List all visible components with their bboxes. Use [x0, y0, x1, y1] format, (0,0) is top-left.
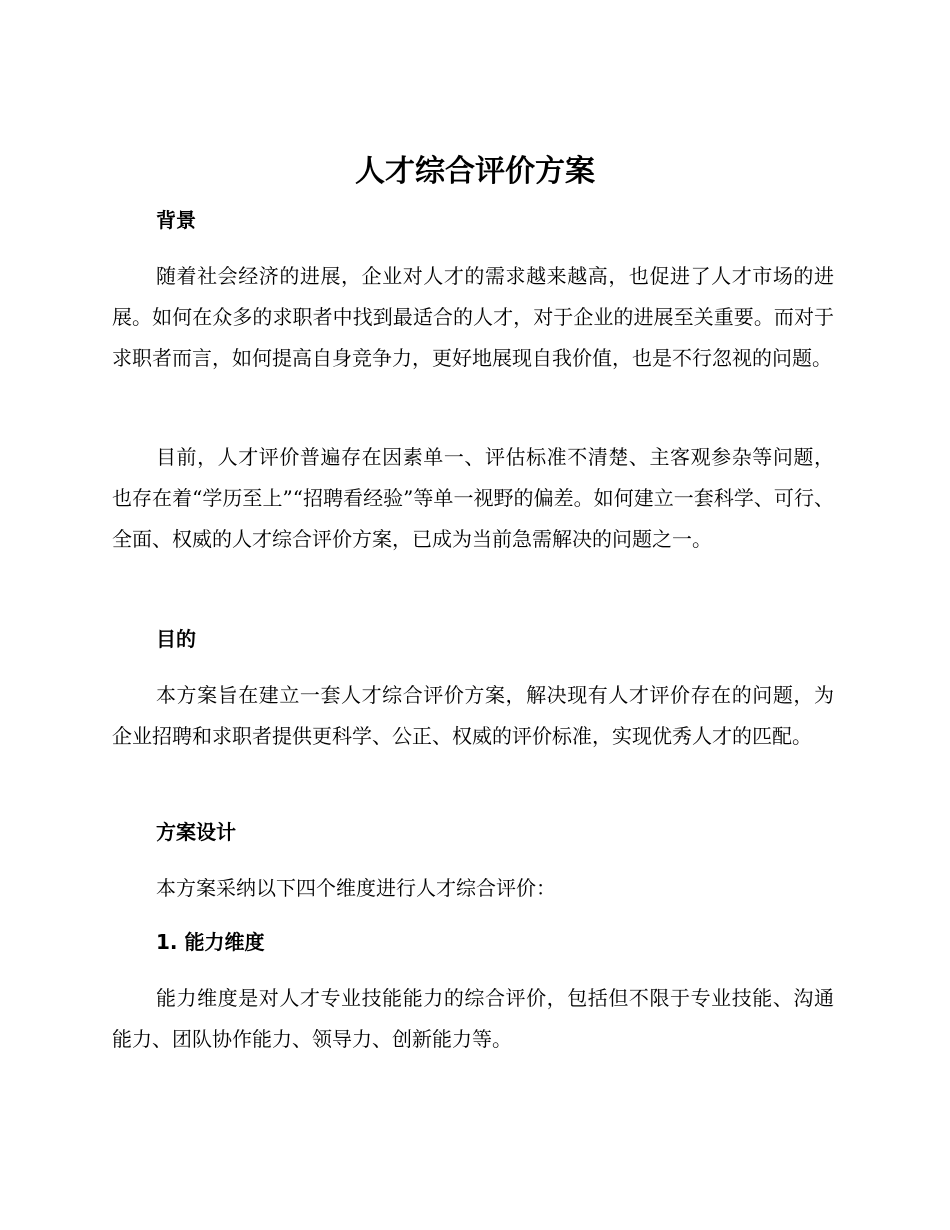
document-title: 人才综合评价方案: [355, 154, 595, 189]
section-heading-purpose: 目的: [156, 627, 196, 651]
paragraph-purpose: 本方案旨在建立一套人才综合评价方案，解决现有人才评价存在的问题，为企业招聘和求职者提供更科学、公正、权威的评价标准，实现优秀人才的匹配。: [112, 683, 834, 748]
paragraph-background-2: 目前，人才评价普遍存在因素单一、评估标准不清楚、主客观参杂等问题，也存在着“学历至上”“招聘看经验”等单一视野的偏差。如何建立一套科学、可行、全面、权威的人才综合评价方案，已成为当前急需解决的问题之一。: [112, 445, 834, 551]
section-heading-background: 背景: [156, 208, 196, 232]
paragraph-ability: 能力维度是对人才专业技能能力的综合评价，包括但不限于专业技能、沟通能力、团队协作能力、领导力、创新能力等。: [112, 986, 834, 1051]
paragraph-design: 本方案采纳以下四个维度进行人才综合评价：: [156, 876, 556, 900]
section-heading-design: 方案设计: [156, 820, 236, 844]
section-heading-ability: 1. 能力维度: [156, 930, 265, 954]
paragraph-background-1: 随着社会经济的进展，企业对人才的需求越来越高，也促进了人才市场的进展。如何在众多的求职者中找到最适合的人才，对于企业的进展至关重要。而对于求职者而言，如何提高自身竞争力，更好地展现自我价值，也是不行忽视的问题。: [112, 264, 834, 370]
